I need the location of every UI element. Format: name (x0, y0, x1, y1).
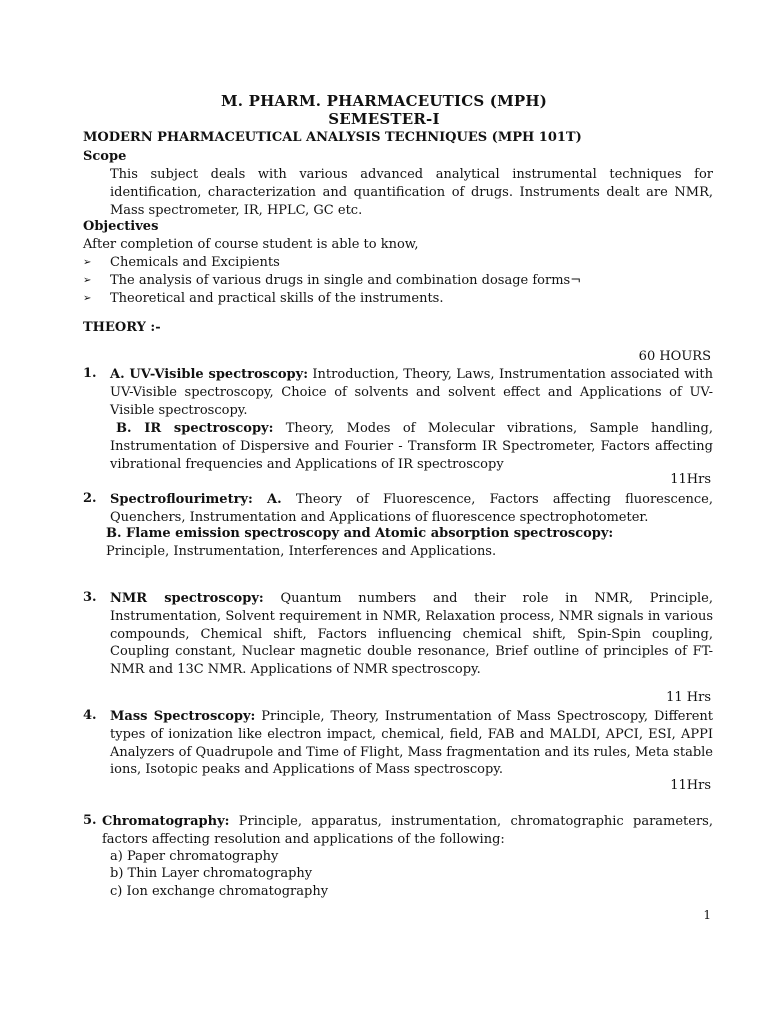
arrow-bullet-icon: ➢ (83, 293, 92, 304)
unit-2a-text: Spectroflourimetry: A. Theory of Fluorescence, Factors affecting fluorescence, Quenchers, Instrumentation and Applications of fluorescence spectrophotometer. (110, 492, 713, 525)
unit-3-text: NMR spectroscopy: Quantum numbers and their role in NMR, Principle, Instrumentation, Solvent requirement in NMR, Relaxation process, NMR signals in various compounds, Chemical shift, Factors influencing chemical shift, Spin-Spin coupling, Coupling constant, Nuclear magnetic double resonance, Brief outline of principles of FT-NMR and 13C NMR. Applications of NMR spectroscopy. (110, 591, 714, 678)
page-number: 1 (703, 908, 711, 922)
objectives-heading: Objectives (83, 219, 159, 234)
unit-1a-title: A. UV-Visible spectroscopy: (110, 367, 308, 382)
unit-2b-text: Principle, Instrumentation, Interferences and Applications. (106, 544, 497, 559)
unit-1a-text: A. UV-Visible spectroscopy: Introduction, Theory, Laws, Instrumentation associated with UV-Visible spectroscopy, Choice of solvents and solvent effect and Applications of UV-Visible spectroscopy. (110, 367, 713, 418)
unit-number: 1. (83, 366, 97, 381)
semester-title: SEMESTER-I (328, 110, 440, 128)
arrow-bullet-icon: ➢ (83, 275, 92, 286)
unit-4-text: Mass Spectroscopy: Principle, Theory, Instrumentation of Mass Spectroscopy, Different types of ionization like electron impact, chemical, field, FAB and MALDI, APCI, ESI, APPI Analyzers of Quadrupole and Time of Flight, Mass fragmentation and its rules, Meta stable ions, Isotopic peaks and Applications of Mass spectroscopy. (110, 709, 714, 778)
objective-item: ➢ Theoretical and practical skills of the instruments. (83, 291, 444, 306)
chromatography-item: b) Thin Layer chromatography (110, 866, 313, 881)
unit-hours: 11Hrs (670, 778, 711, 793)
unit-hours: 11 Hrs (666, 690, 711, 705)
objective-item: ➢ Chemicals and Excipients (83, 255, 280, 270)
unit-2-title: Spectroflourimetry: (110, 492, 253, 507)
scope-heading: Scope (83, 149, 127, 164)
scope-text: This subject deals with various advanced analytical instrumental techniques for identification, characterization and quantification of drugs. Instruments dealt are NMR, Mass spectrometer, IR, HPLC, GC etc. (110, 167, 713, 218)
unit-4-title: Mass Spectroscopy: (110, 709, 256, 724)
objectives-intro: After completion of course student is able to know, (83, 237, 419, 252)
unit-5-text: Chromatography: Principle, apparatus, instrumentation, chromatographic parameters, factors affecting resolution and applications of the following: (102, 814, 713, 847)
unit-number: 2. (83, 491, 97, 506)
unit-5-title: Chromatography: (102, 814, 230, 829)
unit-1b-title: B. IR spectroscopy: (116, 421, 274, 436)
unit-hours: 11Hrs (670, 472, 711, 487)
unit-number: 3. (83, 590, 97, 605)
unit-2b-title: B. Flame emission spectroscopy and Atomic absorption spectroscopy: (106, 526, 614, 541)
objective-item: ➢ The analysis of various drugs in single and combination dosage forms¬ (83, 273, 582, 288)
chromatography-item: a) Paper chromatography (110, 849, 279, 864)
total-hours: 60 HOURS (638, 349, 711, 364)
theory-heading: THEORY :- (83, 320, 161, 335)
unit-number: 4. (83, 708, 97, 723)
unit-1b-text: B. IR spectroscopy: Theory, Modes of Molecular vibrations, Sample handling, Instrumentation of Dispersive and Fourier - Transform IR Spectrometer, Factors affecting vibrational frequencies and Applications of IR spectroscopy (110, 421, 713, 472)
document-title: M. PHARM. PHARMACEUTICS (MPH) (220, 92, 548, 110)
course-title: MODERN PHARMACEUTICAL ANALYSIS TECHNIQUES (MPH 101T) (83, 130, 582, 145)
unit-number: 5. (83, 813, 97, 828)
arrow-bullet-icon: ➢ (83, 257, 92, 268)
chromatography-item: c) Ion exchange chromatography (110, 884, 329, 899)
unit-3-title: NMR spectroscopy: (110, 591, 264, 606)
